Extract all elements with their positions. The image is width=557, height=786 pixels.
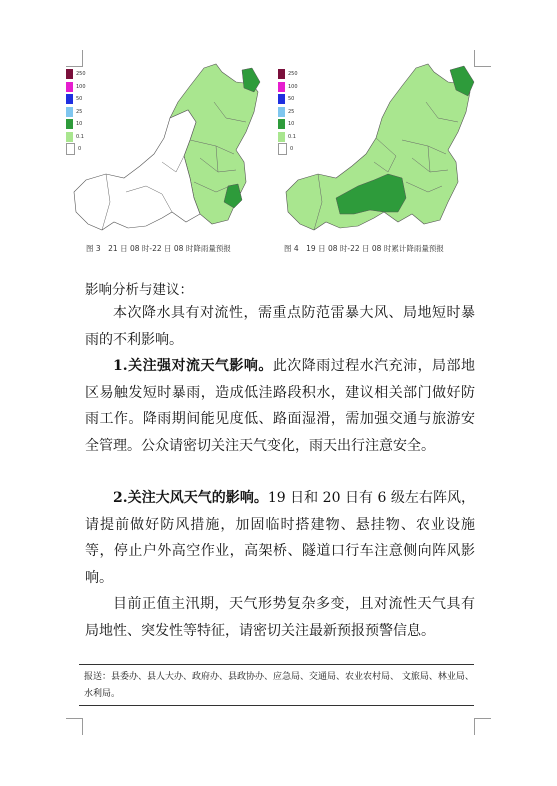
legend-label: 100 <box>76 83 86 90</box>
legend-swatch <box>66 119 73 129</box>
legend-item <box>66 131 100 144</box>
legend-item <box>66 143 100 156</box>
paragraph-intro <box>85 300 475 353</box>
legend-label: 0 <box>78 146 82 153</box>
legend-label: 0 <box>290 146 294 153</box>
legend-item <box>66 81 100 94</box>
rainfall-legend <box>278 68 312 156</box>
legend-swatch <box>66 107 73 117</box>
legend-swatch <box>66 82 73 92</box>
figure-4-caption: 图 4 19 日 08 时-22 日 08 时累计降雨量预报 <box>284 244 444 253</box>
legend-swatch <box>278 94 285 104</box>
legend-item <box>66 118 100 131</box>
figure-3-caption: 图 3 21 日 08 时-22 日 08 时降雨量预报 <box>86 244 231 253</box>
paragraph-wind <box>85 485 475 591</box>
rainfall-legend <box>66 68 100 156</box>
legend-label: 50 <box>288 96 295 103</box>
legend-swatch <box>278 82 285 92</box>
legend-swatch <box>66 94 73 104</box>
legend-swatch <box>66 69 73 79</box>
legend-swatch <box>278 69 285 79</box>
legend-item <box>278 131 312 144</box>
figure-3-map <box>66 62 266 238</box>
legend-label: 10 <box>288 121 295 128</box>
legend-swatch <box>278 107 285 117</box>
legend-label: 0.1 <box>76 133 84 140</box>
figure-4-map <box>278 62 478 238</box>
paragraph-convection-title: 1.关注强对流天气影响。 <box>113 358 273 374</box>
legend-item <box>278 143 312 156</box>
legend-label: 250 <box>288 71 298 78</box>
legend-label: 50 <box>76 96 83 103</box>
legend-item <box>278 68 312 81</box>
map-region-north-green <box>242 68 260 92</box>
paragraph-flood-season <box>85 591 475 644</box>
paragraph-wind-text: 19 日和 20 日有 6 级左右阵风，请提前做好防风措施，加固临时搭建物、悬挂物、农业设施等，停止户外高空作业，高架桥、隧道口行车注意侧向阵风影响。 <box>85 490 475 586</box>
legend-label: 0.1 <box>288 133 296 140</box>
paragraph-convection-text: 此次降雨过程水汽充沛，局部地区易触发短时暴雨，造成低洼路段积水，建议相关部门做好防雨工作。降雨期间能见度低、路面湿滑，需加强交通与旅游安全管理。公众请密切关注天气变化，雨天出行注意安全。 <box>85 358 475 454</box>
legend-item <box>66 106 100 119</box>
crop-mark-bottom-left <box>66 718 83 735</box>
legend-swatch <box>66 143 75 155</box>
legend-label: 250 <box>76 71 86 78</box>
legend-swatch <box>66 132 73 142</box>
legend-item <box>66 68 100 81</box>
paragraph-intro-text: 本次降水具有对流性，需重点防范雷暴大风、局地短时暴雨的不利影响。 <box>85 305 475 348</box>
crop-mark-bottom-right <box>474 718 491 735</box>
paragraph-wind-title: 2.关注大风天气的影响。 <box>113 490 268 506</box>
legend-item <box>278 118 312 131</box>
legend-item <box>278 106 312 119</box>
legend-label: 25 <box>76 108 83 115</box>
legend-item <box>278 93 312 106</box>
paragraph-flood-season-text: 目前正值主汛期，天气形势复杂多变，且对流性天气具有局地性、突发性等特征，请密切关注最新预报预警信息。 <box>85 596 475 639</box>
legend-swatch <box>278 119 285 129</box>
section-heading: 影响分析与建议： <box>85 282 193 298</box>
footer-rule-bottom <box>79 705 474 706</box>
legend-label: 10 <box>76 121 83 128</box>
paragraph-convection <box>85 353 475 459</box>
legend-item <box>278 81 312 94</box>
legend-item <box>66 93 100 106</box>
legend-swatch <box>278 132 285 142</box>
legend-label: 25 <box>288 108 295 115</box>
legend-label: 100 <box>288 83 298 90</box>
distribution-list: 报送：县委办、县人大办、政府办、县政协办、应急局、交通局、农业农村局、 文旅局、林业局、水利局。 <box>84 672 474 699</box>
legend-swatch <box>278 143 287 155</box>
footer-rule-top <box>79 664 474 665</box>
